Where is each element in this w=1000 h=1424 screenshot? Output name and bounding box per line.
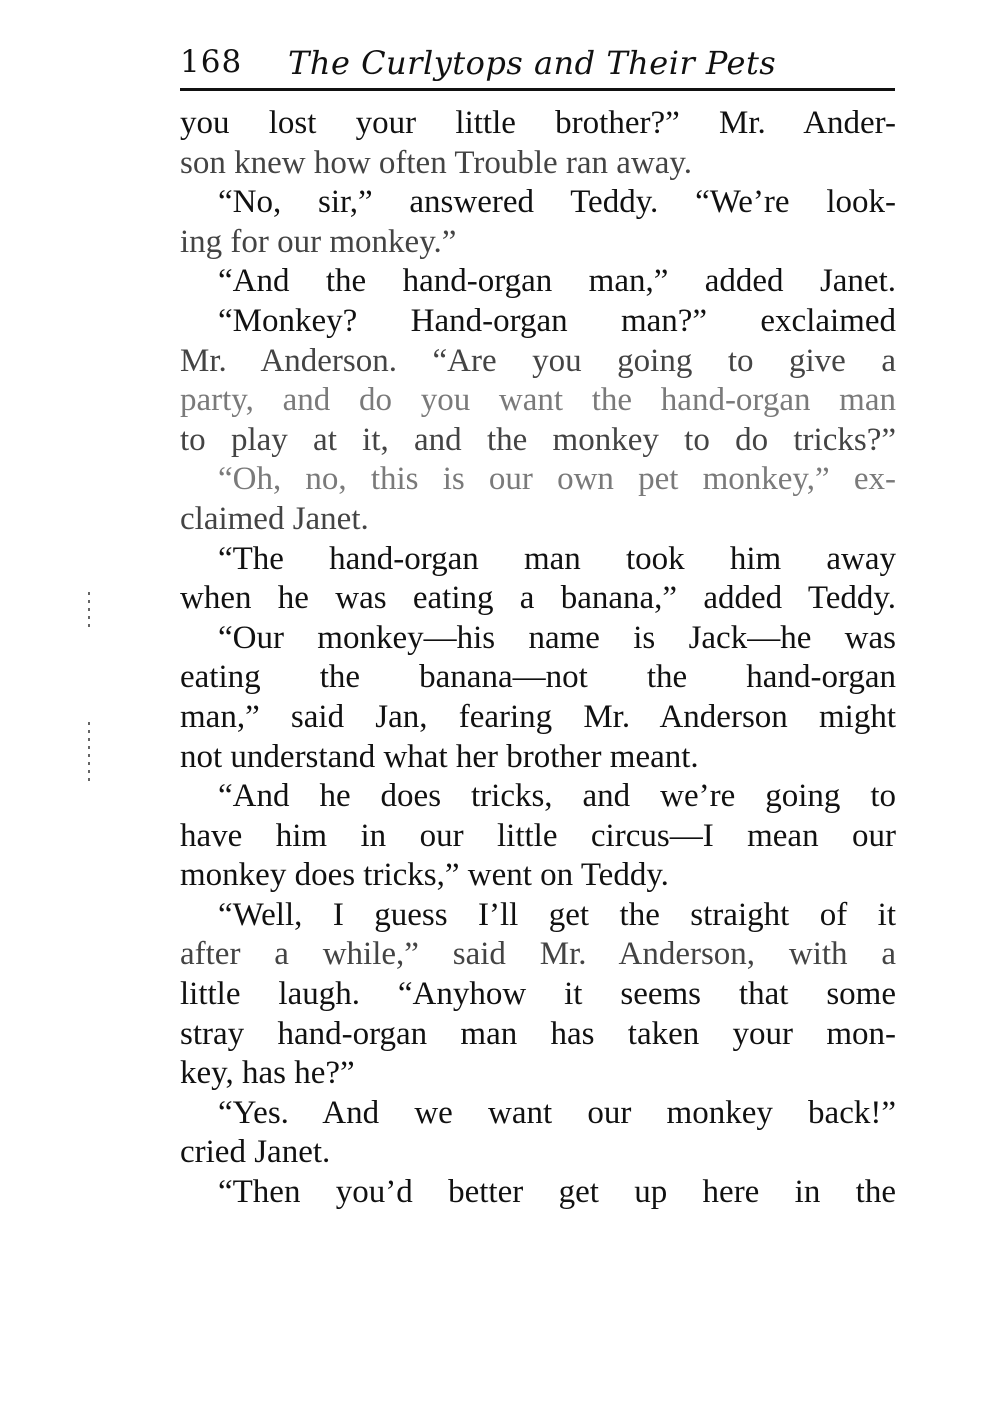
text-line: key, has he?” [180,1055,355,1092]
text-line: son knew how often Trouble ran away. [180,144,693,181]
text-line: man,” said Jan, fearing Mr. Anderson might [180,698,896,735]
text-line: “Oh, no, this is our own pet monkey,” ex- [218,461,896,498]
text-line: claimed Janet. [180,500,369,537]
text-line: “Yes. And we want our monkey back!” [218,1094,896,1131]
book-title: The Curlytops and Their Pets [288,44,777,82]
body-text [180,104,896,1213]
margin-mark [88,722,90,782]
text-line: little laugh. “Anyhow it seems that some [180,976,896,1013]
text-line: stray hand-organ man has taken your mon- [180,1015,896,1052]
text-line: not understand what her brother meant. [180,738,699,775]
margin-mark [88,592,90,630]
text-line: cried Janet. [180,1134,331,1171]
text-line: “Well, I guess I’ll get the straight of it [218,896,896,933]
text-line: to play at it, and the monkey to do tricks?” [180,421,896,458]
text-line: “And the hand-organ man,” added Janet. [218,263,896,300]
text-line: when he was eating a banana,” added Teddy. [180,580,896,617]
text-line: Mr. Anderson. “Are you going to give a [180,342,896,379]
text-line: “The hand-organ man took him away [218,540,896,577]
text-line: party, and do you want the hand-organ man [180,382,896,419]
text-line: ing for our monkey.” [180,223,457,260]
text-line: “And he does tricks, and we’re going to [218,778,896,815]
text-line: eating the banana—not the hand-organ [180,659,896,696]
text-line: after a while,” said Mr. Anderson, with a [180,936,896,973]
text-line: “No, sir,” answered Teddy. “We’re look- [218,184,896,221]
text-line: you lost your little brother?” Mr. Ander- [180,105,896,141]
text-line: monkey does tricks,” went on Teddy. [180,857,669,894]
header-rule [180,88,895,91]
text-line: “Then you’d better get up here in the [218,1174,896,1211]
text-line: have him in our little circus—I mean our [180,817,896,854]
text-line: “Our monkey—his name is Jack—he was [218,619,896,656]
text-line: “Monkey? Hand-organ man?” exclaimed [218,302,896,339]
page-number: 168 [180,44,243,80]
running-head [180,44,895,86]
